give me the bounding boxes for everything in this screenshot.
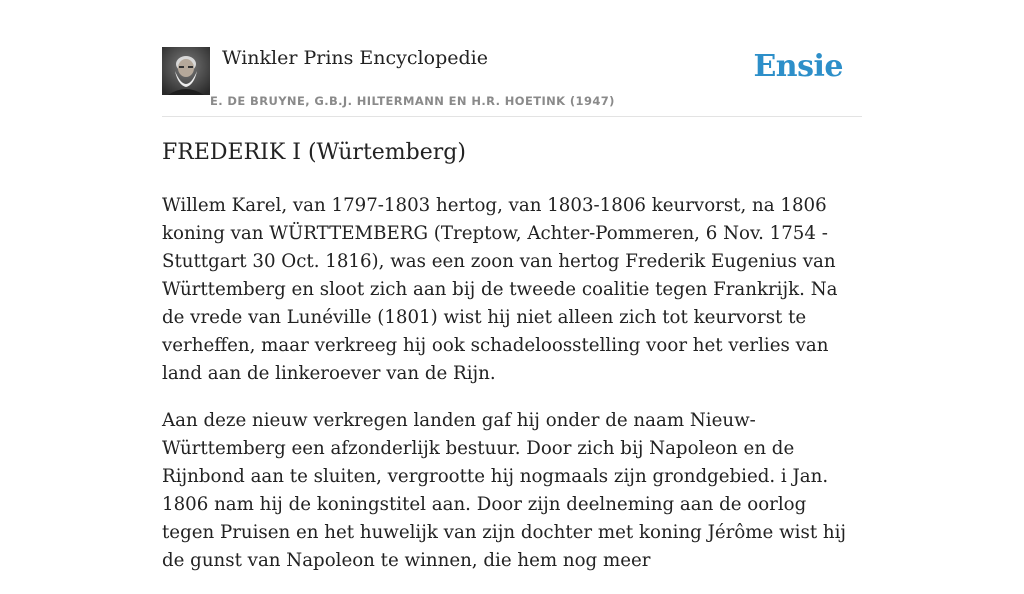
portrait-icon [162,47,210,95]
article-body [162,192,862,594]
article-title: FREDERIK I (Würtemberg) [162,140,466,165]
publication-authors: E. DE BRUYNE, G.B.J. HILTERMANN EN H.R. HOETINK (1947) [210,94,615,108]
author-avatar[interactable] [162,47,210,95]
publication-header [162,44,862,117]
article-paragraph: Aan deze nieuw verkregen landen gaf hij onder de naam Nieuw-Württemberg een afzonderlijk bestuur. Door zich bij Napoleon en de Rijnbond aan te sluiten, vergrootte hij nogmaals zijn grondgebied. i Jan. 1806 nam hij de koningstitel aan. Door zijn deelneming aan de oorlog tegen Pruisen en het huwelijk van zijn dochter met koning Jérôme wist hij de gunst van Napoleon te winnen, die hem nog meer [162,410,847,571]
brand-logo-link[interactable]: Ensie [753,49,843,84]
publication-title[interactable]: Winkler Prins Encyclopedie [222,47,488,69]
article-paragraph: Willem Karel, van 1797-1803 hertog, van 1803-1806 keurvorst, na 1806 koning van WÜRTTEMBERG (Treptow, Achter-Pommeren, 6 Nov. 1754 - Stuttgart 30 Oct. 1816), was een zoon van hertog Frederik Eugenius van Württemberg en sloot zich aan bij de tweede coalitie tegen Frankrijk. Na de vrede van Lunéville (1801) wist hij niet alleen zich tot keurvorst te verheffen, maar verkreeg hij ook schadeloosstelling voor het verlies van land aan de linkeroever van de Rijn. [162,195,838,384]
